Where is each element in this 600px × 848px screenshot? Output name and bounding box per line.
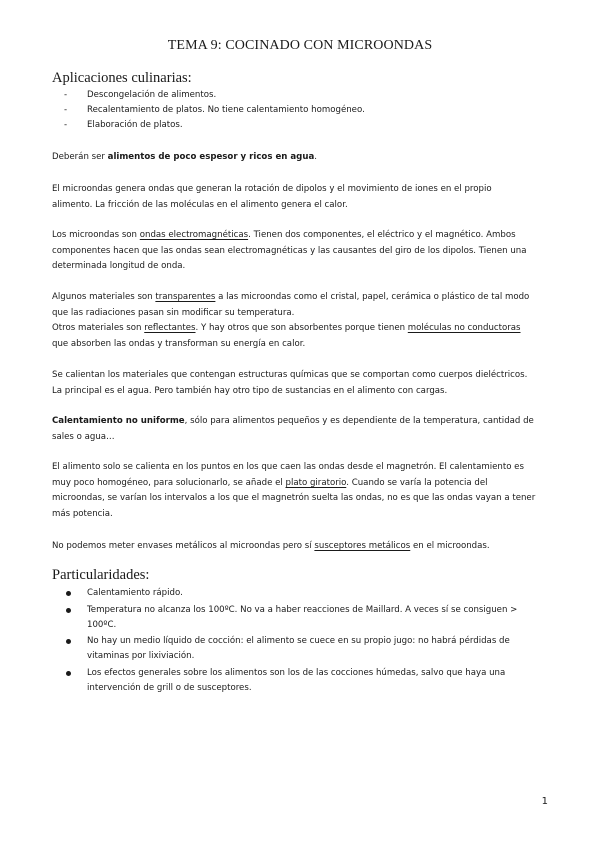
underlined-term: transparentes — [155, 292, 216, 302]
section-heading-aplicaciones: Aplicaciones culinarias: — [52, 70, 192, 86]
list-item: Calentamiento rápido. — [64, 586, 517, 601]
paragraph-materiales: Algunos materiales son transparentes a las microondas como el cristal, papel, cerámica o plástico de tal modo que las radiaciones pasan sin modificar su temperatura. Otros materiales son reflectantes. Y hay otros que son absorbentes porque tienen moléculas no conductoras que absorben las ondas y transforman su energía en calor. — [52, 292, 530, 349]
page-title: TEMA 9: COCINADO CON MICROONDAS — [167, 38, 433, 53]
particularidades-list — [64, 586, 517, 697]
underlined-term: susceptores metálicos — [314, 541, 411, 551]
paragraph-susceptores: No podemos meter envases metálicos al microondas pero sí susceptores metálicos en el microondas. — [52, 541, 490, 551]
paragraph-ondas: El microondas genera ondas que generan la rotación de dipolos y el movimiento de iones en el propio alimento. La fricción de las moléculas en el alimento genera el calor. — [52, 184, 492, 210]
paragraph-calentamiento-no-uniforme: Calentamiento no uniforme, sólo para alimentos pequeños y es dependiente de la temperatura, cantidad de sales o agua… — [52, 416, 534, 442]
paragraph-dielectricos: Se calientan los materiales que contengan estructuras químicas que se comportan como cuerpos dieléctricos. La principal es el agua. Pero también hay otro tipo de sustancias en el alimento con cargas. — [52, 370, 528, 396]
list-item: - Descongelación de alimentos. — [64, 88, 365, 103]
list-item: Los efectos generales sobre los alimentos son los de las cocciones húmedas, salvo que haya una intervención de grill o de susceptores. — [64, 666, 517, 696]
underlined-term: plato giratorio — [285, 477, 347, 488]
bold-text: Calentamiento no uniforme — [52, 416, 185, 426]
list-item: Temperatura no alcanza los 100ºC. No va a haber reacciones de Maillard. A veces sí se consiguen > 100ºC. — [64, 603, 517, 633]
list-item: - Elaboración de platos. — [64, 118, 365, 133]
underlined-term: ondas electromagnéticas — [139, 230, 249, 240]
paragraph-magnetron: El alimento solo se calienta en los puntos en los que caen las ondas desde el magnetrón. El calentamiento es muy poco homogéneo, para solucionarlo, se añade el plato giratorio. Cuando se varía la potencia del microondas, se varían los intervalos a los que el magnetrón suelta las ondas, no es que las ondas vayan a tener más potencia. — [52, 462, 536, 519]
bold-text: alimentos de poco espesor y ricos en agua — [107, 152, 315, 162]
page-number: 1 — [541, 796, 548, 807]
underlined-term: moléculas no conductoras — [407, 323, 521, 333]
aplicaciones-list — [64, 88, 365, 133]
section-heading-particularidades: Particularidades: — [52, 567, 150, 583]
paragraph-electromagneticas: Los microondas son ondas electromagnéticas. Tienen dos componentes, el eléctrico y el magnético. Ambos componentes hacen que las ondas sean electromagnéticas y las causantes del giro de los dipolos. Tienen una determinada longitud de onda. — [52, 230, 527, 271]
paragraph-poco-espesor: Deberán ser alimentos de poco espesor y ricos en agua. — [52, 152, 317, 162]
underlined-term: reflectantes — [144, 323, 196, 333]
list-item: - Recalentamiento de platos. No tiene calentamiento homogéneo. — [64, 103, 365, 118]
list-item: No hay un medio líquido de cocción: el alimento se cuece en su propio jugo: no habrá pérdidas de vitaminas por lixiviación. — [64, 634, 517, 664]
